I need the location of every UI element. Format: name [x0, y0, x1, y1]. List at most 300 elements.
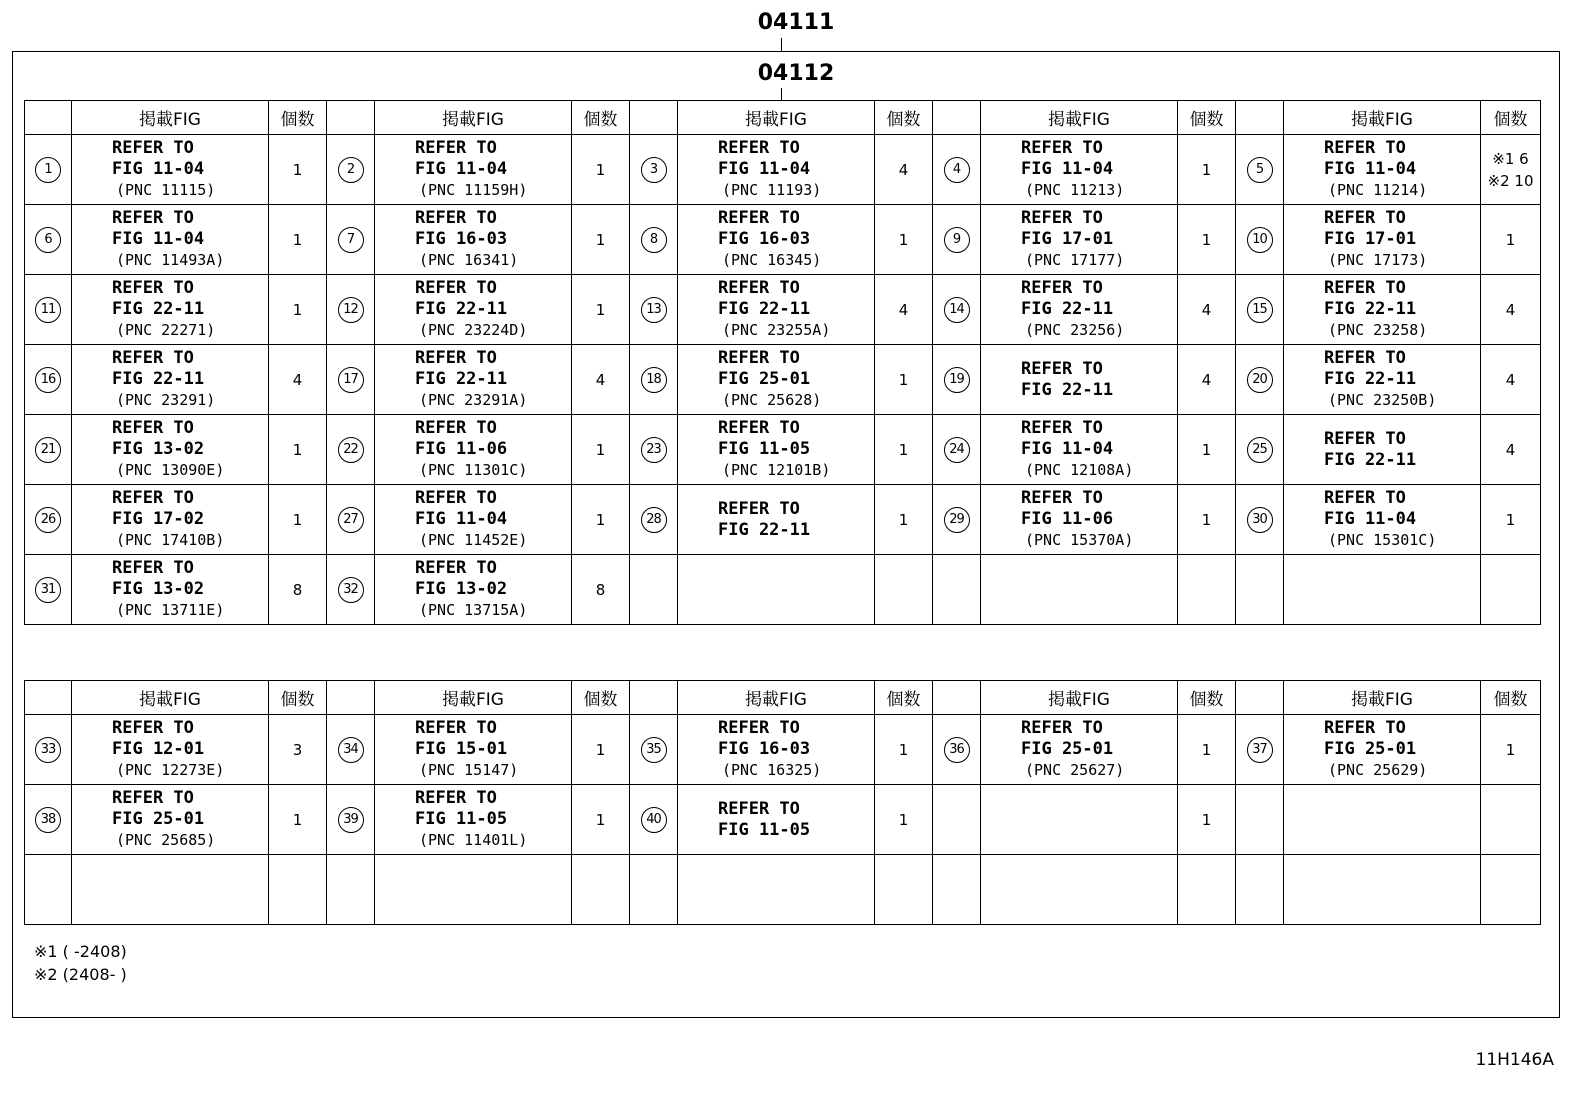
item-number-cell [327, 715, 375, 785]
table-header-row [25, 101, 1541, 135]
table-row [25, 785, 1541, 855]
fig-number: FIG 16-03 [718, 739, 811, 759]
quantity-value: 1 [1201, 740, 1212, 759]
pnc-code: (PNC 25627) [1025, 761, 1125, 779]
quantity-value: 1 [595, 300, 606, 319]
table-row [25, 275, 1541, 345]
pnc-code: (PNC 11115) [116, 181, 216, 199]
header-qty: 個数 [1481, 681, 1541, 715]
header-number-cell [327, 681, 375, 715]
quantity-value: 4 [1505, 440, 1516, 459]
refer-to-text: REFER TO [718, 718, 800, 738]
pnc-code: (PNC 11452E) [419, 531, 528, 549]
quantity-value: 4 [595, 370, 606, 389]
item-number-cell [1236, 855, 1284, 925]
fig-number: FIG 22-11 [112, 369, 205, 389]
item-number-cell [327, 275, 375, 345]
circled-item-number: 2 [338, 157, 364, 183]
refer-to-text: REFER TO [415, 488, 497, 508]
quantity-value: 1 [292, 510, 303, 529]
quantity-value: 1 [595, 740, 606, 759]
quantity-value: 1 [292, 810, 303, 829]
pnc-code: (PNC 25685) [116, 831, 216, 849]
quantity-value: 1 [595, 230, 606, 249]
fig-reference-cell [678, 555, 875, 625]
circled-item-number: 34 [338, 737, 364, 763]
quantity-value: 8 [292, 580, 303, 599]
refer-to-text: REFER TO [1021, 138, 1103, 158]
circled-item-number: 38 [35, 807, 61, 833]
item-number-cell [1236, 485, 1284, 555]
pnc-code: (PNC 16345) [722, 251, 822, 269]
quantity-cell [572, 345, 630, 415]
fig-reference-cell [72, 205, 269, 275]
fig-number: FIG 25-01 [1021, 739, 1114, 759]
quantity-cell [269, 785, 327, 855]
item-number-cell [630, 555, 678, 625]
circled-item-number: 9 [944, 227, 970, 253]
fig-reference-cell [1284, 205, 1481, 275]
quantity-cell [1481, 855, 1541, 925]
item-number-cell [327, 785, 375, 855]
circled-item-number: 39 [338, 807, 364, 833]
pnc-code: (PNC 23256) [1025, 321, 1125, 339]
pnc-code: (PNC 11401L) [419, 831, 528, 849]
fig-number: FIG 11-04 [415, 159, 508, 179]
refer-to-text: REFER TO [1324, 208, 1406, 228]
refer-to-text: REFER TO [718, 798, 800, 819]
table-row [25, 205, 1541, 275]
quantity-cell [572, 485, 630, 555]
item-number-cell [1236, 345, 1284, 415]
item-number-cell [25, 555, 72, 625]
item-number-cell [630, 785, 678, 855]
circled-item-number: 10 [1247, 227, 1273, 253]
table-row [25, 345, 1541, 415]
pnc-code: (PNC 11214) [1328, 181, 1428, 199]
circled-item-number: 7 [338, 227, 364, 253]
quantity-cell [875, 345, 933, 415]
fig-reference-cell [375, 785, 572, 855]
quantity-value: 8 [595, 580, 606, 599]
quantity-cell [1481, 275, 1541, 345]
header-number-cell [327, 101, 375, 135]
quantity-cell [269, 205, 327, 275]
refer-to-text: REFER TO [415, 278, 497, 298]
refer-to-text: REFER TO [1021, 718, 1103, 738]
pnc-code: (PNC 12273E) [116, 761, 225, 779]
item-number-cell [630, 135, 678, 205]
pnc-code: (PNC 13715A) [419, 601, 528, 619]
pnc-code: (PNC 15370A) [1025, 531, 1134, 549]
circled-item-number: 28 [641, 507, 667, 533]
fig-number: FIG 11-04 [1324, 159, 1417, 179]
fig-number: FIG 11-05 [718, 439, 811, 459]
item-number-cell [933, 275, 981, 345]
item-number-cell [630, 715, 678, 785]
fig-reference-cell [678, 205, 875, 275]
item-number-cell [1236, 415, 1284, 485]
fig-reference-cell [981, 785, 1178, 855]
item-number-cell [933, 855, 981, 925]
refer-to-text: REFER TO [1324, 488, 1406, 508]
refer-to-text: REFER TO [718, 418, 800, 438]
pnc-code: (PNC 16325) [722, 761, 822, 779]
circled-item-number: 20 [1247, 367, 1273, 393]
fig-reference-cell [981, 715, 1178, 785]
quantity-cell [875, 785, 933, 855]
fig-reference-cell [981, 275, 1178, 345]
fig-number: FIG 17-01 [1021, 229, 1114, 249]
fig-reference-cell [678, 485, 875, 555]
pnc-code: (PNC 23258) [1328, 321, 1428, 339]
refer-to-text: REFER TO [112, 418, 194, 438]
fig-reference-cell [72, 715, 269, 785]
pnc-code: (PNC 11193) [722, 181, 822, 199]
header-fig: 掲載FIG [1284, 681, 1481, 715]
pnc-code: (PNC 22271) [116, 321, 216, 339]
fig-reference-cell [72, 555, 269, 625]
header-fig: 掲載FIG [981, 101, 1178, 135]
quantity-value: 1 [898, 740, 909, 759]
quantity-value: 1 [1505, 230, 1516, 249]
quantity-cell [875, 415, 933, 485]
pnc-code: (PNC 17410B) [116, 531, 225, 549]
quantity-value: 4 [1201, 300, 1212, 319]
fig-reference-cell [678, 345, 875, 415]
fig-reference-cell [375, 715, 572, 785]
quantity-cell [572, 855, 630, 925]
header-fig: 掲載FIG [72, 101, 269, 135]
pnc-code: (PNC 12101B) [722, 461, 831, 479]
fig-reference-cell [375, 135, 572, 205]
fig-reference-cell [981, 555, 1178, 625]
item-number-cell [25, 715, 72, 785]
quantity-value: ※1 6 [1492, 149, 1529, 168]
quantity-cell [269, 135, 327, 205]
drawing-code: 11H146A [1475, 1050, 1554, 1070]
header-fig: 掲載FIG [981, 681, 1178, 715]
fig-reference-cell [1284, 715, 1481, 785]
fig-reference-cell [375, 415, 572, 485]
table-row [25, 555, 1541, 625]
item-number-cell [1236, 715, 1284, 785]
item-number-cell [25, 205, 72, 275]
item-number-cell [25, 485, 72, 555]
circled-item-number: 24 [944, 437, 970, 463]
quantity-value: 4 [1505, 300, 1516, 319]
item-number-cell [1236, 135, 1284, 205]
refer-to-text: REFER TO [718, 498, 800, 519]
fig-number: FIG 11-05 [415, 809, 508, 829]
item-number-cell [327, 135, 375, 205]
quantity-cell [1178, 345, 1236, 415]
header-number-cell [933, 101, 981, 135]
fig-reference-cell [375, 855, 572, 925]
quantity-value: 1 [1505, 740, 1516, 759]
circled-item-number: 15 [1247, 297, 1273, 323]
fig-reference-cell [1284, 135, 1481, 205]
quantity-cell [1481, 555, 1541, 625]
header-qty: 個数 [269, 101, 327, 135]
fig-reference-cell [981, 415, 1178, 485]
circled-item-number: 22 [338, 437, 364, 463]
refer-to-text: REFER TO [1324, 138, 1406, 158]
quantity-value: 4 [1505, 370, 1516, 389]
circled-item-number: 3 [641, 157, 667, 183]
refer-to-text: REFER TO [718, 138, 800, 158]
fig-number: FIG 11-06 [415, 439, 508, 459]
circled-item-number: 27 [338, 507, 364, 533]
item-number-cell [25, 415, 72, 485]
fig-number: FIG 13-02 [112, 579, 205, 599]
pnc-code: (PNC 17177) [1025, 251, 1125, 269]
quantity-value: 3 [292, 740, 303, 759]
header-fig: 掲載FIG [375, 681, 572, 715]
header-fig: 掲載FIG [72, 681, 269, 715]
fig-reference-cell [981, 485, 1178, 555]
header-qty: 個数 [875, 101, 933, 135]
header-number-cell [933, 681, 981, 715]
item-number-cell [25, 275, 72, 345]
fig-reference-cell [72, 345, 269, 415]
fig-reference-cell [1284, 485, 1481, 555]
circled-item-number: 26 [35, 507, 61, 533]
circled-item-number: 4 [944, 157, 970, 183]
quantity-cell [1178, 415, 1236, 485]
item-number-cell [1236, 555, 1284, 625]
item-number-cell [25, 855, 72, 925]
circled-item-number: 31 [35, 577, 61, 603]
refer-to-text: REFER TO [1324, 428, 1406, 449]
quantity-cell [1481, 485, 1541, 555]
header-number-cell [1236, 101, 1284, 135]
item-number-cell [25, 345, 72, 415]
fig-number: FIG 22-11 [1324, 449, 1417, 470]
quantity-value: 1 [595, 160, 606, 179]
item-number-cell [933, 785, 981, 855]
quantity-cell [572, 785, 630, 855]
fig-number: FIG 25-01 [1324, 739, 1417, 759]
circled-item-number: 36 [944, 737, 970, 763]
fig-number: FIG 11-04 [1021, 439, 1114, 459]
quantity-cell [1178, 205, 1236, 275]
item-number-cell [327, 485, 375, 555]
fig-reference-cell [678, 715, 875, 785]
fig-number: FIG 22-11 [1324, 299, 1417, 319]
fig-reference-cell [981, 135, 1178, 205]
pnc-code: (PNC 15301C) [1328, 531, 1437, 549]
pnc-code: (PNC 23291) [116, 391, 216, 409]
pnc-code: (PNC 23255A) [722, 321, 831, 339]
fig-number: FIG 16-03 [415, 229, 508, 249]
fig-reference-cell [981, 205, 1178, 275]
quantity-cell [875, 275, 933, 345]
fig-reference-cell [1284, 415, 1481, 485]
quantity-value: 1 [292, 300, 303, 319]
fig-number: FIG 22-11 [415, 369, 508, 389]
refer-to-text: REFER TO [718, 348, 800, 368]
circled-item-number: 33 [35, 737, 61, 763]
quantity-cell [572, 715, 630, 785]
fig-number: FIG 16-03 [718, 229, 811, 249]
quantity-cell [1178, 855, 1236, 925]
quantity-value: 4 [1201, 370, 1212, 389]
quantity-value: 1 [1201, 160, 1212, 179]
quantity-value: 1 [1201, 440, 1212, 459]
header-number-cell [25, 681, 72, 715]
refer-to-text: REFER TO [112, 208, 194, 228]
quantity-cell [875, 485, 933, 555]
table-row [25, 715, 1541, 785]
fig-number: FIG 11-04 [718, 159, 811, 179]
quantity-cell [875, 555, 933, 625]
fig-number: FIG 22-11 [718, 519, 811, 540]
item-number-cell [630, 485, 678, 555]
circled-item-number: 18 [641, 367, 667, 393]
quantity-cell [1178, 785, 1236, 855]
quantity-cell [1178, 135, 1236, 205]
quantity-cell [1481, 415, 1541, 485]
pnc-code: (PNC 11159H) [419, 181, 528, 199]
item-number-cell [1236, 785, 1284, 855]
fig-reference-cell [72, 135, 269, 205]
quantity-cell [572, 135, 630, 205]
pnc-code: (PNC 11493A) [116, 251, 225, 269]
fig-number: FIG 25-01 [112, 809, 205, 829]
parts-table-lower [24, 680, 1541, 925]
pnc-code: (PNC 12108A) [1025, 461, 1134, 479]
fig-number: FIG 22-11 [1324, 369, 1417, 389]
refer-to-text: REFER TO [112, 138, 194, 158]
refer-to-text: REFER TO [1021, 358, 1103, 379]
fig-number: FIG 11-04 [1021, 159, 1114, 179]
fig-number: FIG 11-05 [718, 819, 811, 840]
quantity-value: 1 [1201, 810, 1212, 829]
circled-item-number: 16 [35, 367, 61, 393]
circled-item-number: 40 [641, 807, 667, 833]
quantity-cell [875, 855, 933, 925]
circled-item-number: 35 [641, 737, 667, 763]
quantity-value: 4 [292, 370, 303, 389]
circled-item-number: 21 [35, 437, 61, 463]
fig-number: FIG 22-11 [112, 299, 205, 319]
fig-reference-cell [1284, 785, 1481, 855]
quantity-value: 4 [898, 160, 909, 179]
fig-number: FIG 22-11 [1021, 299, 1114, 319]
quantity-cell [1178, 485, 1236, 555]
pnc-code: (PNC 11301C) [419, 461, 528, 479]
quantity-value: 1 [1201, 230, 1212, 249]
fig-number: FIG 17-02 [112, 509, 205, 529]
circled-item-number: 25 [1247, 437, 1273, 463]
quantity-cell [875, 205, 933, 275]
refer-to-text: REFER TO [415, 418, 497, 438]
header-qty: 個数 [1481, 101, 1541, 135]
circled-item-number: 11 [35, 297, 61, 323]
quantity-cell [572, 275, 630, 345]
quantity-cell [1481, 785, 1541, 855]
header-number-cell [1236, 681, 1284, 715]
item-number-cell [933, 345, 981, 415]
fig-number: FIG 11-04 [112, 229, 205, 249]
header-qty: 個数 [572, 101, 630, 135]
table-header-row [25, 681, 1541, 715]
header-number-cell [25, 101, 72, 135]
fig-reference-cell [72, 855, 269, 925]
pnc-code: (PNC 11213) [1025, 181, 1125, 199]
quantity-value: 1 [292, 230, 303, 249]
refer-to-text: REFER TO [112, 788, 194, 808]
quantity-value: 1 [898, 230, 909, 249]
quantity-cell [1481, 135, 1541, 205]
item-number-cell [630, 205, 678, 275]
item-number-cell [327, 205, 375, 275]
fig-reference-cell [678, 855, 875, 925]
item-number-cell [933, 715, 981, 785]
header-qty: 個数 [269, 681, 327, 715]
item-number-cell [327, 555, 375, 625]
pnc-code: (PNC 23224D) [419, 321, 528, 339]
item-number-cell [327, 415, 375, 485]
refer-to-text: REFER TO [112, 348, 194, 368]
refer-to-text: REFER TO [415, 718, 497, 738]
header-number-cell [630, 681, 678, 715]
fig-reference-cell [72, 485, 269, 555]
quantity-cell [875, 135, 933, 205]
fig-reference-cell [72, 275, 269, 345]
quantity-value: ※2 10 [1487, 171, 1534, 190]
quantity-cell [1481, 715, 1541, 785]
refer-to-text: REFER TO [1324, 348, 1406, 368]
circled-item-number: 32 [338, 577, 364, 603]
quantity-value: 1 [595, 440, 606, 459]
refer-to-text: REFER TO [415, 208, 497, 228]
quantity-value: 1 [898, 440, 909, 459]
fig-number: FIG 17-01 [1324, 229, 1417, 249]
circled-item-number: 19 [944, 367, 970, 393]
circled-item-number: 8 [641, 227, 667, 253]
fig-reference-cell [375, 205, 572, 275]
item-number-cell [933, 555, 981, 625]
quantity-cell [269, 415, 327, 485]
item-number-cell [25, 135, 72, 205]
quantity-value: 4 [898, 300, 909, 319]
parts-table-upper [24, 100, 1541, 625]
fig-reference-cell [72, 415, 269, 485]
fig-number: FIG 25-01 [718, 369, 811, 389]
quantity-cell [572, 205, 630, 275]
table-row [25, 855, 1541, 925]
header-qty: 個数 [875, 681, 933, 715]
refer-to-text: REFER TO [112, 488, 194, 508]
refer-to-text: REFER TO [1021, 488, 1103, 508]
quantity-value: 1 [292, 160, 303, 179]
refer-to-text: REFER TO [415, 138, 497, 158]
refer-to-text: REFER TO [112, 278, 194, 298]
circled-item-number: 23 [641, 437, 667, 463]
pnc-code: (PNC 17173) [1328, 251, 1428, 269]
item-number-cell [630, 415, 678, 485]
fig-number: FIG 12-01 [112, 739, 205, 759]
pnc-code: (PNC 23291A) [419, 391, 528, 409]
quantity-cell [572, 555, 630, 625]
fig-reference-cell [678, 785, 875, 855]
refer-to-text: REFER TO [415, 788, 497, 808]
pnc-code: (PNC 23250B) [1328, 391, 1437, 409]
table-row [25, 415, 1541, 485]
quantity-cell [1481, 345, 1541, 415]
